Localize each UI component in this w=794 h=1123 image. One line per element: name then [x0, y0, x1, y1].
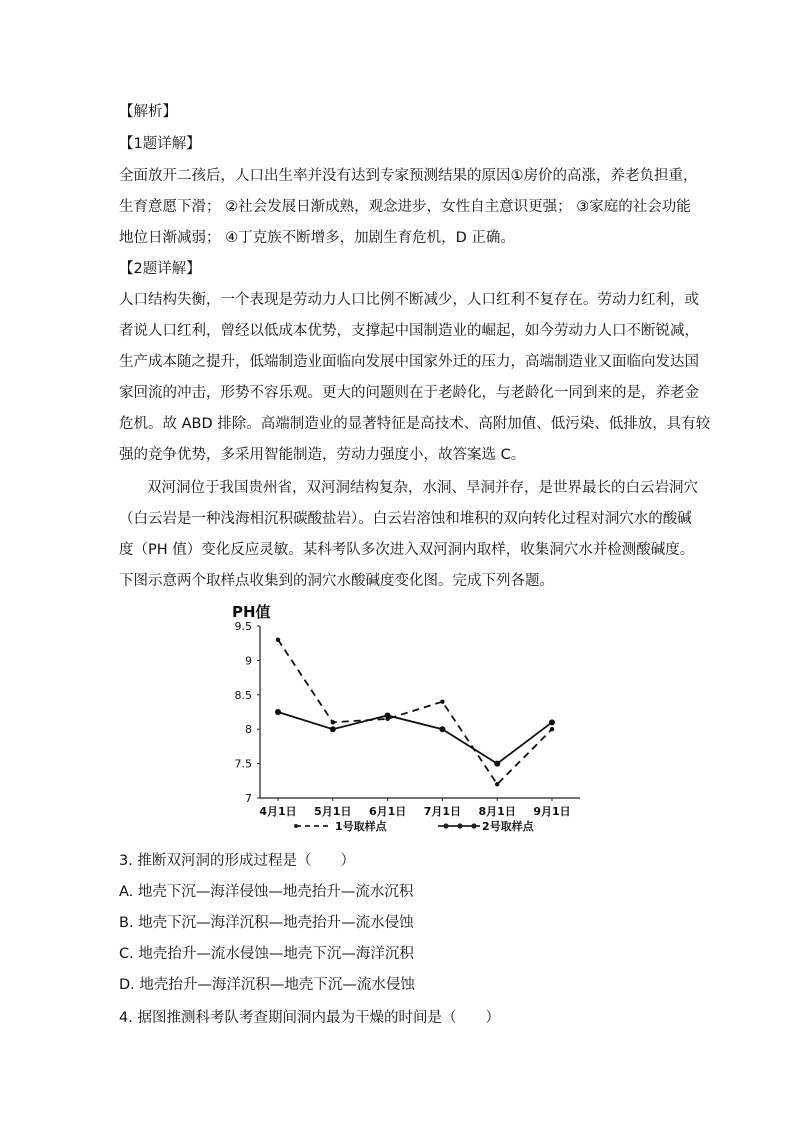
chart-axes — [260, 626, 580, 798]
y-axis-title: PH值 — [232, 603, 271, 621]
data-point-series-1 — [495, 782, 499, 786]
question-4-stem: 4. 据图推测科考队考查期间洞内最为干燥的时间是（ ） — [119, 1010, 500, 1026]
passage-line: 下图示意两个取样点收集到的洞穴水酸碱度变化图。完成下列各题。 — [119, 573, 554, 589]
y-tick-labels — [235, 620, 261, 805]
passage-line: 双河洞位于我国贵州省，双河洞结构复杂，水洞、旱洞并存，是世界最长的白云岩洞穴 — [147, 480, 698, 496]
q2-line: 者说人口红利，曾经以低成本优势，支撑起中国制造业的崛起，如今劳动力人口不断锐减， — [119, 323, 699, 339]
question-3-option-c: C. 地壳抬升—流水侵蚀—地壳下沉—海洋沉积 — [119, 946, 414, 962]
y-tick-label: 9.5 — [234, 620, 252, 633]
y-tick-label: 9 — [245, 654, 252, 668]
legend-marker-series-2 — [457, 823, 462, 828]
legend-marker-series-2 — [471, 823, 476, 828]
q2-line: 人口结构失衡，一个表现是劳动力人口比例不断减少，人口红利不复存在。劳动力红利，或 — [119, 292, 699, 308]
q2-line: 强的竞争优势，多采用智能制造，劳动力强度小，故答案选 C。 — [119, 447, 526, 463]
y-tick-label: 7 — [245, 792, 252, 805]
y-tick-label: 7.5 — [234, 757, 252, 771]
chart-legend — [294, 819, 535, 833]
data-point-series-1 — [550, 727, 554, 731]
analysis-heading: 【解析】 — [119, 104, 177, 120]
ph-line-chart — [210, 598, 590, 838]
legend-marker-series-1 — [294, 824, 298, 828]
q1-line: 全面放开二孩后，人口出生率并没有达到专家预测结果的原因①房价的高涨，养老负担重， — [119, 168, 698, 184]
x-tick-label: 9月1日 — [533, 805, 571, 818]
y-tick-label: 8.5 — [234, 688, 252, 702]
q1-line: 地位日渐减弱； ④丁克族不断增多，加剧生育危机，D 正确。 — [119, 230, 515, 246]
q2-line: 危机。故 ABD 排除。高端制造业的显著特征是高技术、高附加值、低污染、低排放，具有较 — [119, 416, 711, 432]
question-3-option-d: D. 地壳抬升—海洋沉积—地壳下沉—流水侵蚀 — [119, 977, 415, 993]
data-point-series-1 — [331, 720, 335, 724]
legend-marker-series-2 — [443, 823, 448, 828]
q2-line: 家回流的冲击，形势不容乐观。更大的问题则在于老龄化，与老龄化一同到来的是，养老金 — [119, 385, 699, 401]
x-tick-labels — [259, 798, 570, 818]
legend-label-series-1: 1号取样点 — [335, 820, 387, 833]
question-3-stem: 3. 推断双河洞的形成过程是（ ） — [119, 853, 355, 869]
q2-line: 生产成本随之提升，低端制造业面临向发展中国家外迁的压力，高端制造业又面临向发达国 — [119, 354, 699, 370]
x-tick-label: 8月1日 — [478, 805, 516, 818]
x-tick-label: 7月1日 — [423, 805, 462, 818]
data-point-series-2 — [385, 712, 391, 718]
legend-label-series-2: 2号取样点 — [482, 820, 534, 833]
series-line-2 — [278, 712, 552, 764]
q2-heading: 【2题详解】 — [119, 261, 201, 277]
data-point-series-2 — [549, 719, 555, 725]
x-tick-label: 5月1日 — [314, 805, 352, 818]
data-point-series-1 — [276, 638, 280, 642]
data-point-series-2 — [275, 709, 281, 715]
series-line-1 — [278, 640, 552, 784]
passage-line: （白云岩是一种浅海相沉积碳酸盐岩）。白云岩溶蚀和堆积的双向转化过程对洞穴水的酸碱 — [119, 511, 692, 527]
y-tick-label: 8 — [245, 723, 252, 737]
x-tick-label: 4月1日 — [259, 805, 297, 818]
question-3-option-a: A. 地壳下沉—海洋侵蚀—地壳抬升—流水沉积 — [119, 884, 414, 900]
data-point-series-2 — [330, 726, 336, 732]
x-tick-label: 6月1日 — [368, 805, 407, 818]
passage-line: 度（PH 值）变化反应灵敏。某科考队多次进入双河洞内取样，收集洞穴水并检测酸碱度。 — [119, 542, 695, 558]
question-3-option-b: B. 地壳下沉—海洋沉积—地壳抬升—流水侵蚀 — [119, 915, 414, 931]
data-point-series-2 — [439, 726, 445, 732]
q1-line: 生育意愿下滑； ②社会发展日渐成熟，观念进步，女性自主意识更强； ③家庭的社会功能 — [119, 199, 691, 215]
chart-series — [275, 638, 555, 787]
data-point-series-1 — [440, 699, 444, 703]
q1-heading: 【1题详解】 — [119, 136, 201, 152]
data-point-series-2 — [494, 761, 500, 767]
